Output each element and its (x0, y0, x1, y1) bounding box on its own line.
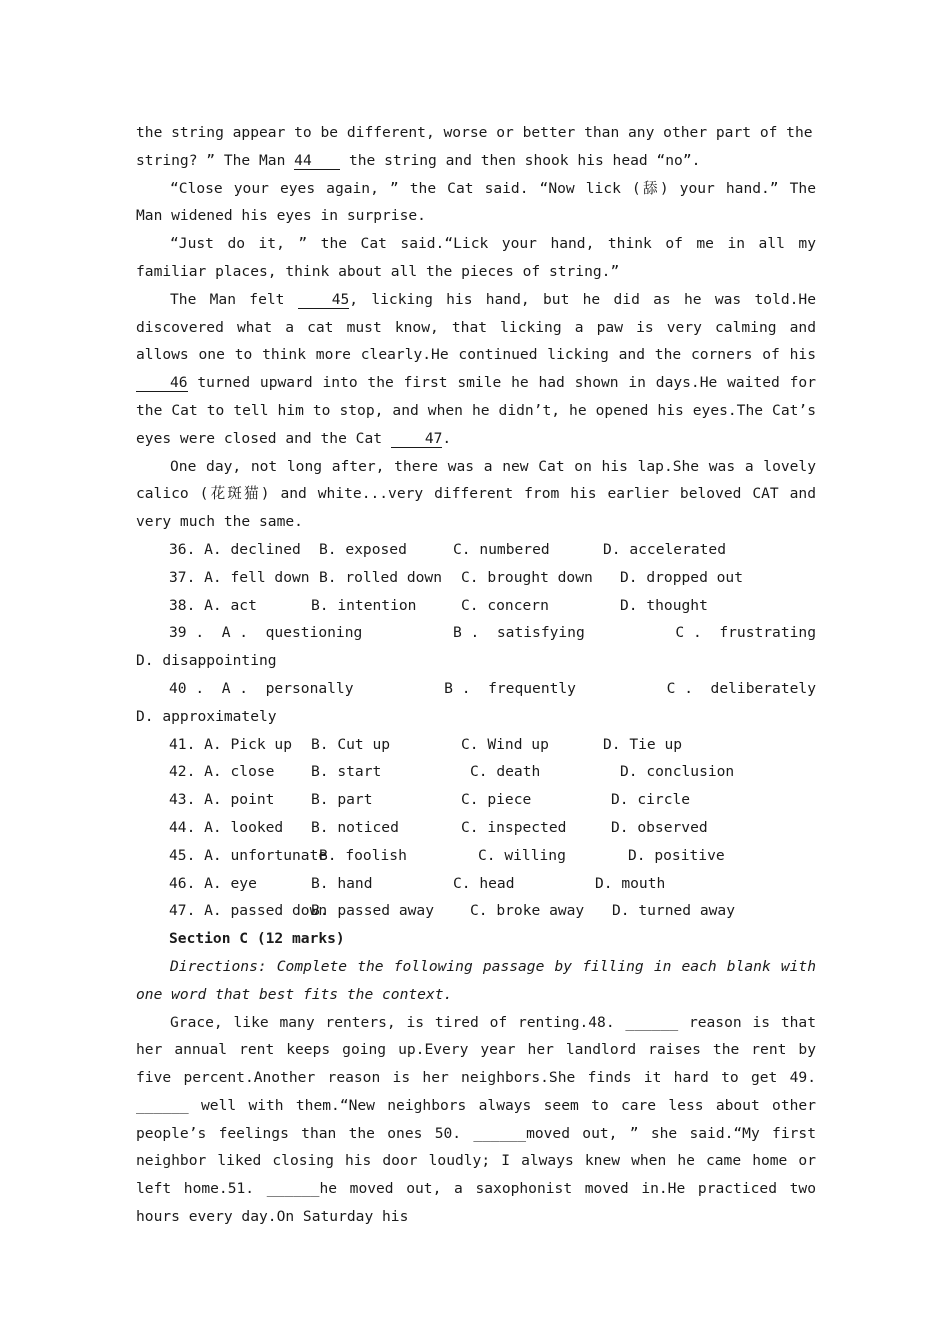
document-page (136, 119, 816, 1231)
section-c-passage: Grace, like many renters, is tired of renting.48. ______ reason is that her annual rent keeps going up.Every year her landlord raises the rent by five percent.Another reason is her neighbors.She finds it hard to get 49. ______ well with them.“New neighbors always seem to care less about other people’s feelings than the ones 50. ______moved out, ” she said.“My first neighbor liked closing his door loudly; I always knew when he came home or left home.51. ______he moved out, a saxophonist moved in.He practiced two hours every day.On Saturday his (136, 1013, 816, 1226)
section-c-directions: Directions: Complete the following passage by filling in each blank with one word that best fits the context. (136, 957, 816, 1003)
option-row-43: 43. A. point B. part C. piece D. circle (169, 791, 691, 809)
blank-44: 44 (294, 153, 340, 170)
option-row-39: 39 . A . questioning B . satisfying C . frustrating (169, 624, 816, 642)
passage-paragraph-5: One day, not long after, there was a new Cat on his lap.She was a lovely calico (花斑猫) and white...very different from his earlier beloved CAT and very much the same. (136, 457, 816, 531)
section-c-heading: Section C (12 marks) (169, 930, 345, 948)
option-row-37: 37. A. fell down B. rolled down C. brought down D. dropped out (169, 568, 744, 586)
option-row-41: 41. A. Pick up B. Cut up C. Wind up D. Tie up (169, 735, 683, 753)
passage-line-2: string? ” The Man 44 the string and then shook his head “no”. (136, 151, 701, 169)
option-row-40-d: D. approximately (136, 707, 277, 725)
passage-line-1: the string appear to be different, worse or better than any other part of the (136, 124, 813, 141)
option-row-36: 36. A. declined B. exposed C. numbered D. accelerated (169, 540, 727, 558)
option-row-45: 45. A. unfortunate B. foolish C. willing D. positive (169, 846, 725, 864)
option-row-40: 40 . A . personally B . frequently C . deliberately (169, 679, 816, 697)
option-row-44: 44. A. looked B. noticed C. inspected D. observed (169, 818, 708, 836)
blank-45: 45 (298, 292, 350, 309)
passage-paragraph-4: The Man felt 45, licking his hand, but he did as he was told.He discovered what a cat must know, that licking a paw is very calming and allows one to think more clearly.He continued licking and the corners of his 46 turned upward into the first smile he had shown in days.He waited for the Cat to tell him to stop, and when he didn’t, he opened his eyes.The Cat’s eyes were closed and the Cat 47. (136, 290, 816, 447)
passage-paragraph-2: “Close your eyes again, ” the Cat said. “Now lick (舔) your hand.” The Man widened his eyes in surprise. (136, 179, 816, 225)
passage-paragraph-3: “Just do it, ” the Cat said.“Lick your hand, think of me in all my familiar places, think about all the pieces of string.” (136, 235, 816, 280)
blank-46: 46 (136, 375, 188, 392)
option-row-39-d: D. disappointing (136, 652, 277, 670)
blank-47: 47 (391, 431, 443, 448)
option-row-38: 38. A. act B. intention C. concern D. thought (169, 596, 708, 614)
option-row-46: 46. A. eye B. hand C. head D. mouth (169, 874, 666, 892)
option-row-47: 47. A. passed down B. passed away C. broke away D. turned away (169, 902, 736, 920)
option-row-42: 42. A. close B. start C. death D. conclusion (169, 763, 735, 781)
